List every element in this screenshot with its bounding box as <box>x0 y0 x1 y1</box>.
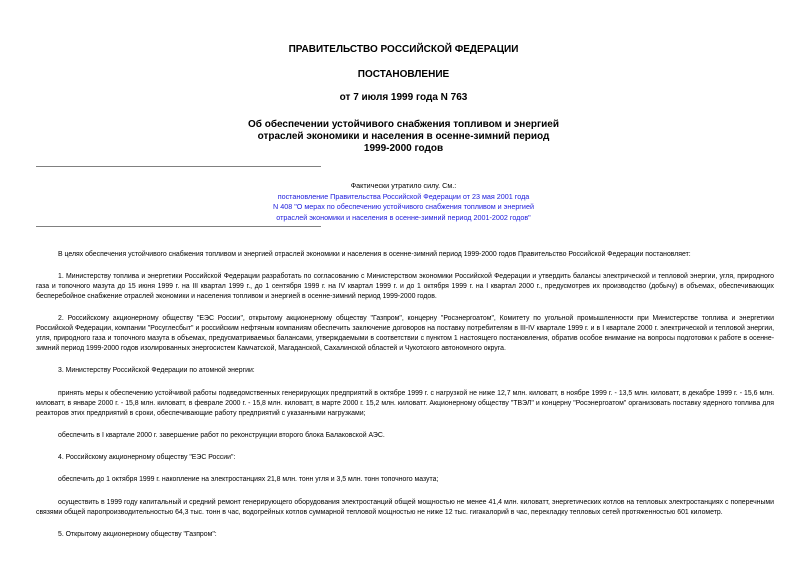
body-paragraph: осуществить в 1999 году капитальный и средний ремонт генерирующего оборудования электростанций общей мощностью не менее 41,4 млн. киловатт, энергетических котлов на тепловых электростанциях с поперечными связями общей паропроизводительностью 64,3 тыс. тонн в час, водогрейных котлов суммарной тепловой мощностью не ниже 12 тыс. гигакалорий в час, перекладку тепловых сетей протяженностью 601 километр. <box>36 498 774 516</box>
title-line: отраслей экономики и населения в осенне-зимний период <box>257 131 550 142</box>
title-line: Об обеспечении устойчивого снабжения топливом и энергией <box>247 119 560 130</box>
government-heading: ПРАВИТЕЛЬСТВО РОССИЙСКОЙ ФЕДЕРАЦИИ <box>288 44 519 55</box>
status-note-link[interactable] <box>200 192 607 224</box>
divider-bottom <box>36 226 321 227</box>
body-paragraph: принять меры к обеспечению устойчивой работы подведомственных генерирующих предприятий в октябре 1999 г. с нагрузкой не ниже 12,7 млн. киловатт, в ноябре 1999 г. - 13,5 млн. киловатт, в декабре 1999 г. - 15,6 млн. киловатт, в январе 2000 г. - 15,8 млн. киловатт, в феврале 2000 г. - 15,8 млн. киловатт, в марте 2000 г. 15,2 млн. киловатт. Акционерному обществу "ТВЭЛ" и концерну "Росэнергоатом" организовать поставку ядерного топлива для реакторов этих предприятий в сроки, обеспечивающие работу предприятий с указанными нагрузками; <box>36 389 774 417</box>
body-paragraph: В целях обеспечения устойчивого снабжения топливом и энергией отраслей экономики и населения в осенне-зимний период 1999-2000 годов Правительство Российской Федерации постановляет: <box>58 251 691 258</box>
status-note-link-line[interactable]: постановление Правительства Российской Федерации от 23 мая 2001 года <box>277 191 530 201</box>
body-paragraph: 3. Министерству Российской Федерации по атомной энергии: <box>58 367 255 375</box>
document-title <box>0 119 807 155</box>
divider-top <box>36 166 321 167</box>
date-number-heading: от 7 июля 1999 года N 763 <box>339 92 468 103</box>
status-note-link-line[interactable]: N 408 "О мерах по обеспечению устойчивого снабжения топливом и энергией <box>273 202 534 211</box>
body-paragraph: 1. Министерству топлива и энергетики Российской Федерации разработать по согласованию с Министерством экономики Российской Федерации и утвердить балансы электрической и тепловой энергии, угля, природного газа и топочного мазута до 15 июня 1999 г. на III квартал 1999 г., до 1 сентября 1999 г. на IV квартал 1999 г. и до 1 октября 1999 г. на I квартал 2000 г., предусмотрев их производство (добычу) в объемах, обеспечивающих бесперебойное снабжение отраслей экономики и населения топливом и энергией в осенне-зимний период 1999-2000 годов. <box>36 273 774 301</box>
body-paragraph: 5. Открытому акционерному обществу "Газпром": <box>58 530 217 538</box>
body-paragraph: обеспечить до 1 октября 1999 г. накопление на электростанциях 21,8 млн. тонн угля и 3,5 млн. тонн топочного мазута; <box>58 476 439 484</box>
document-type-heading: ПОСТАНОВЛЕНИЕ <box>357 69 450 80</box>
status-note <box>200 181 607 223</box>
body-paragraph: 4. Российскому акционерному обществу "ЕЭС России": <box>58 454 236 462</box>
title-line: 1999-2000 годов <box>363 143 444 154</box>
body-paragraph: обеспечить в I квартале 2000 г. завершение работ по реконструкции второго блока Балаковской АЭС. <box>58 431 385 439</box>
status-note-link-line[interactable]: отраслей экономики и населения в осенне-зимний период 2001-2002 годов" <box>276 212 531 222</box>
document-body <box>36 250 774 540</box>
body-paragraph: 2. Российскому акционерному обществу "ЕЭС России", открытому акционерному обществу "Газпром", концерну "Росэнергоатом", Комитету по угольной промышленности при Министерстве топлива и энергетики Российской Федерации, компании "Росуглесбыт" и российским нефтяным компаниям обеспечить заключение договоров на поставку потребителям в III-IV квартале 1999 г. и в I квартале 2000 г. электрической и тепловой энергии, угля, природного газа и топочного мазута в объемах, предусматриваемых балансами, утверждаемыми в соответствии с пунктом 1 настоящего постановления, обратив особое внимание на вопросы подготовки к работе в осенне-зимний период 1999-2000 годов изолированных энергосистем Камчатской, Магаданской, Сахалинской областей и Чукотского автономного округа. <box>36 315 774 353</box>
status-note-text: Фактически утратило силу. См.: <box>350 181 457 190</box>
